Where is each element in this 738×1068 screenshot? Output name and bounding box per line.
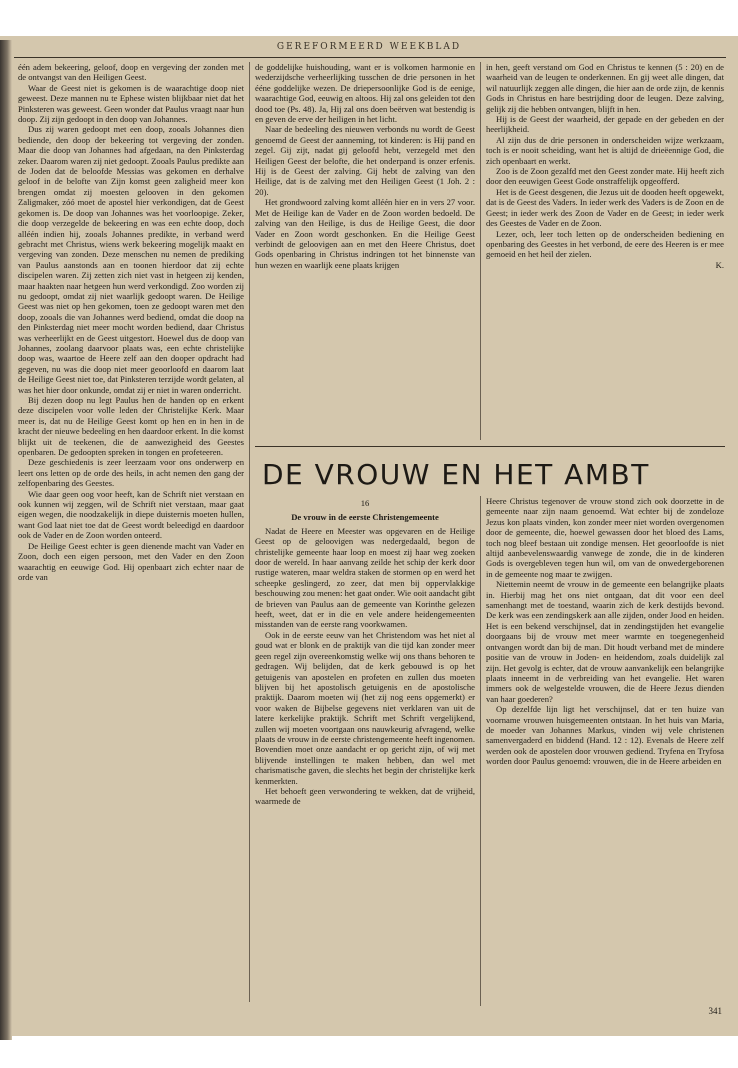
- paragraph: Op dezelfde lijn ligt het verschijnsel, dat er ten huize van voorname vrouwen huisgemeenten ontstaan. In het huis van Maria, de moeder van Johannes Markus, vinden wij vele christenen samenvergaderd en biddend (Hand. 12 : 12). Evenals de Heere zelf werden ook de apostelen door vrouwen gediend. Tryfena en Tryfosa worden door Paulus genoemd: vrouwen, die in de Heere arbeiden en: [486, 704, 724, 767]
- column-divider-3: [480, 496, 481, 1006]
- article-number: 16: [360, 498, 370, 508]
- paragraph: één adem bekeering, geloof, doop en vergeving der zonden met de ontvangst van den Heiligen Geest.: [18, 62, 244, 83]
- paragraph: Niettemin neemt de vrouw in de gemeente een belangrijke plaats in. Hierbij mag het ons niet ontgaan, dat dit voor een deel samenhangt met de toestand, waarin zich de kerk destijds bevond. De kerk was een zendingskerk aan alle zijden, onder Jood en heiden. Het is een bekend verschijnsel, dat in zendingstijden het evangelie doorgaans bij de vrouw met meer warmte en toegenegenheid ontvangen wordt dan bij de man. Dit houdt verband met de mindere positie van de vrouw in Joden- en heidendom, zoals duidelijk zal zijn. Het gevolg is echter, dat de vrouw aanvankelijk een belangrijke plaats inneemt in de verbreiding van het evangelie. Het waren immers ook de welgestelde vrouwen, die de Heere Jezus dienden van haar goederen?: [486, 579, 724, 704]
- paragraph: Lezer, och, leer toch letten op de onderscheiden bediening en openbaring des Geestes in het verbond, de eere des Heeren is er mee gemoeid en het heil der zielen.: [486, 228, 724, 260]
- paragraph: in hen, geeft verstand om God en Christus te kennen (5 : 20) en de waarheid van de leugen te onderkennen. En gij weet alle dingen, dat wil natuurlijk zeggen alle dingen, die hier aan de orde zijn, de kennis Gods in Christus en hare bestrijding door de leugen. Deze zalving, gelijk zij die hebben ontvangen, blijft in hen.: [486, 62, 724, 114]
- paragraph: Dus zij waren gedoopt met een doop, zooals Johannes dien bediende, den doop der bekeering tot vergeving der zonden. Maar die doop van Johannes had afgedaan, na den Pinksterdag zeker. Daarom waren zij niet gedoopt. Zooals Paulus predikte aan de Joden dat de beloofde Messias was gekomen en derhalve geloof in de belofte van Zijn komst geen zaligheid meer kon brengen omdat zij moesten gelooven in den gekomen Zaligmaker, zóó moet de apostel hier verkondigen, dat de Geest gekomen is. De doop van Johannes was het voorloopige. Zeker, die doop verzegelde de bekeering en was een echte doop, doch alléén indien hij, zooals Johannes predikte, in verband werd gebracht met Christus, wiens werk bekeering mogelijk maakt en vergeving van zonden. Deze menschen nu nemen de prediking van Paulus aanstonds aan en toonen hierdoor dat zij echte discipelen waren. Zij zetten zich niet vast in hetgeen zij kenden, maar haakten naar hetgeen hun werd verkondigd. Zoo worden zij nu gedoopt, omdat zij niet waarlijk gedoopt waren. De Heilige Geest was niet op hen gekomen, toen ze gedoopt waren met den doop, zooals die van Johannes werd bediend, omdat die doop na den Pinksterdag niet meer mocht worden bediend, daar Christus was verheerlijkt en de Geest uitgestort. Hoewel dus de doop van Johannes, zoolang daarvoor plaats was, een echte christelijke doop was, waartoe de Heere zelf aan den dooper opdracht had gegeven, nu was die doop niet meer geoorloofd en daarom laat de Heilige Geest niet toe, dat Pinksteren terzijde wordt gelaten, al was het hier door onkunde, omdat zij er niet in waren onderricht.: [18, 124, 244, 395]
- column-divider-2: [480, 62, 481, 440]
- running-header: GEREFORMEERD WEEKBLAD: [276, 42, 462, 52]
- column-1: [18, 62, 244, 1007]
- paragraph: Hij is de Geest der waarheid, der gepade en der gebeden en der heerlijkheid.: [486, 114, 724, 135]
- article-column-right: [486, 496, 724, 1008]
- header-rule: [14, 57, 726, 58]
- signature: K.: [715, 259, 724, 270]
- paragraph: Het grondwoord zalving komt alléén hier en in vers 27 voor. Met de Heilige kan de Vader en de Zoon worden bedoeld. De zalving van den Heilige, is dus de Heilige Geest, die door Vader en Zoon wordt geschonken. En die Heilige Geest verbindt de geloovigen aan en met den Heere Christus, doet Gods openbaring in Christus indringen tot het binnenste van hun wezen en waarlijk eene plaats krijgen: [255, 197, 475, 270]
- paragraph: Het is de Geest desgenen, die Jezus uit de dooden heeft opgewekt, dat is de Geest des Vaders. In ieder werk des Vaders is de Zoon en de Geest; in ieder werk des Zoon de Vader en de Geest; in ieder werk des Geestes de Vader en de Zoon.: [486, 186, 724, 229]
- paragraph: De Heilige Geest echter is geen dienende macht van Vader en Zoon, doch een eigen persoon, met den Vader en den Zoon waarachtig en eeuwige God. Hij openbaart zich echter naar de orde van: [18, 540, 244, 582]
- paragraph: de goddelijke huishouding, want er is volkomen harmonie en wederzijdsche verheerlijking tusschen de drie personen in het ééne goddelijke wezen. De driepersoonlijke God is de eenige, waarachtige God, eeuwig en altoos. Hij zal ons geleiden tot den dood toe (Ps. 48). Ja, Hij zal ons doen beërven wat bestendig is en geven de erve der heiligen in het licht.: [255, 62, 475, 125]
- paragraph: Ook in de eerste eeuw van het Christendom was het niet al goud wat er blonk en de praktijk van die tijd kan zonder meer geen regel zijn overeenkomstig welke wij ons thans behoren te gedragen. Wij belijden, dat de kerk gebouwd is op het getuigenis van apostelen en profeten en zullen dus moeten blijven bij het apostolisch getuigenis en de apostolische praktijk. Daarom moeten wij (het zij nog eens opgemerkt) er voor waken de Bijbelse gegevens niet verklaren van uit de latere kerkelijke praktijk. Schrift met Schrift vergelijkend, zullen wij moeten voortgaan ons nauwkeurig afvragend, welke plaats de vrouw in de eerste christengemeente heeft ingenomen. Bovendien moet onze aandacht er op gericht zijn, of wij met blijvende instellingen te maken hebben, dan wel met charismatische gaven, die slechts het begin der christelijke kerk kenmerkten.: [255, 629, 475, 786]
- paragraph: Zoo is de Zoon gezalfd met den Geest zonder mate. Hij heeft zich door den eeuwigen Geest Gode onstraffelijk opgeofferd.: [486, 166, 724, 187]
- page-number: 341: [708, 1006, 722, 1016]
- paragraph: Nadat de Heere en Meester was opgevaren en de Heilige Geest op de geloovigen was nedergedaald, begon de christelijke gemeente haar loop en moest zij haar weg zoeken door de wereld. In haar aanvang zeilde het schip der kerk door rustige wateren, maar weldra staken de stormen op en werd het scheepke geslingerd, zo zeer, dat men bij oppervlakkige beschouwing zou menen: het gaat onder. Wie ooit aandacht gibt de brieven van Paulus aan de gemeente van Korinthe gelezen heeft, weet, dat er in die en vele andere heidengemeenten misstanden van de eerste rang voorkwamen.: [255, 525, 475, 630]
- paragraph: Waar de Geest niet is gekomen is de waarachtige doop niet geweest. Deze mannen nu te Ephese wisten blijkbaar niet dat het Pinksteren was geweest. Geen wonder dat Paulus vraagt naar hun doop. Zij zijn gedoopt in den doop van Johannes.: [18, 82, 244, 125]
- page-gutter-shadow: [0, 40, 12, 1040]
- article-top-rule: [255, 446, 725, 447]
- paragraph: Naar de bedeeling des nieuwen verbonds nu wordt de Geest genoemd de Geest der aanneming, tot kinderen: is Hij pand en zegel. Gij zijt, nadat gij geloofd hebt, verzegeld met den Heiligen Geest der belofte, die het onderpand is onzer erfenis. Hij is de Geest der zalving. Gij hebt de zalving van den Heilige, dat is de zalving met den Heiligen Geest (1 Joh. 2 : 20).: [255, 124, 475, 197]
- paragraph: Het behoeft geen verwondering te wekken, dat de vrijheid, waarmede de: [255, 785, 475, 807]
- article-column-left: [255, 496, 475, 1008]
- paragraph: Deze geschiedenis is zeer leerzaam voor ons onderwerp en leert ons letten op de orde des heils, in acht nemen den gang der zelfopenbaring des Geestes.: [18, 457, 244, 489]
- paragraph: Bij dezen doop nu legt Paulus hen de handen op en erkent deze discipelen voor volle leden der Christelijke Kerk. Maar meer is, dat nu de Heilige Geest komt op hen en in hen in de kracht der nieuwe bedeeling en hen daardoor erkent. In die komst blijkt uit de teekenen, die de aanwezigheid des Geestes openbaren. De gedoopten spreken in tongen en profeteeren.: [18, 395, 244, 458]
- column-3: [486, 62, 724, 438]
- paragraph: Al zijn dus de drie personen in onderscheiden wijze werkzaam, toch is er nooit scheiding, want het is altijd de drieëennige God, die zich openbaart en werkt.: [486, 134, 724, 166]
- article-subtitle: De vrouw in de eerste Christengemeente: [291, 512, 439, 523]
- column-divider-1: [249, 62, 250, 1002]
- column-2: [255, 62, 475, 438]
- paragraph: Heere Christus tegenover de vrouw stond zich ook doorzette in de gemeente naar zijn naam genoemd. Wat echter bij de zondeloze Jezus kon plaats vinden, kon zonder meer niet worden overgenomen door de gemeente, die, hoewel gewassen door het bloed des Lams, toch nog bleef bestaan uit zondige mensen. Het geoorloofde is niet altijd aanbevelenswaardig vanwege de zonde, die in de kinderen Gods is overgebleven tegen hun wil, om van de onwedergeborenen in de gemeente nog maar te zwijgen.: [486, 496, 724, 579]
- paragraph: Wie daar geen oog voor heeft, kan de Schrift niet verstaan en ook kunnen wij zeggen, wil de Schrift niet verstaan, maar gaat eigen wegen, die noodzakelijk in diepe duisternis moeten hullen, want God laat niet toe dat de Geest wordt beleedigd en daardoor ook de Vader en de Zoon worden onteerd.: [18, 488, 244, 541]
- article-title: DE VROUW EN HET AMBT: [262, 458, 650, 491]
